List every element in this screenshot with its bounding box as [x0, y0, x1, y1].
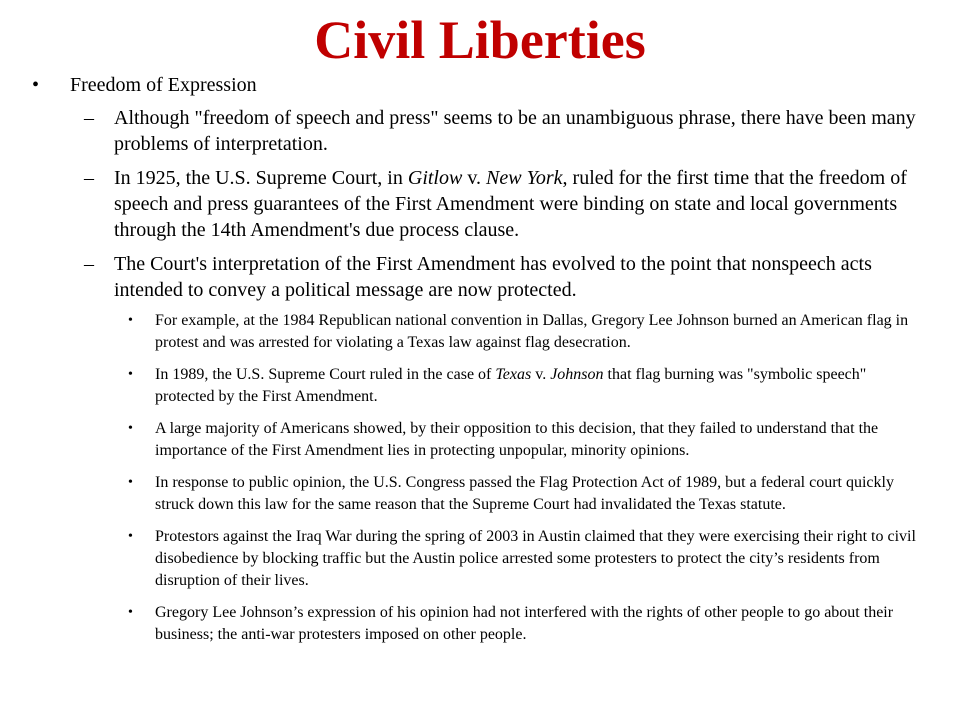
text-run: that flag burning was "symbolic speech" protected by the First Amendment. — [155, 366, 867, 405]
subpoint-text — [155, 420, 878, 459]
bullet-marker: • — [128, 529, 133, 544]
dash-marker: – — [84, 107, 94, 129]
text-run: In 1925, the U.S. Supreme Court, in — [114, 167, 408, 189]
bullet-marker: • — [32, 74, 40, 96]
subpoint-text — [155, 528, 916, 589]
text-run: Protestors against the Iraq War during the spring of 2003 in Austin claimed that they were exercising their right to civil disobedience by blocking traffic but the Austin police arrested some protesters to protect the city’s residents from disruption of their lives. — [155, 528, 916, 589]
text-run: In response to public opinion, the U.S. Congress passed the Flag Protection Act of 1989, but a federal court quickly struck down this law for the same reason that the Supreme Court had invalidated the Texas statute. — [155, 474, 894, 513]
text-run: A large majority of Americans showed, by their opposition to this decision, that they failed to understand that the importance of the First Amendment lies in protecting unpopular, minority opinions. — [155, 420, 879, 459]
text-run: Gregory Lee Johnson’s expression of his opinion had not interfered with the rights of other people to go about their business; the anti-war protesters imposed on other people. — [155, 604, 894, 643]
point-item — [0, 251, 960, 303]
content — [0, 73, 960, 646]
bullet-marker: • — [128, 475, 133, 490]
slide-title: Civil Liberties — [314, 10, 646, 70]
text-run: The Court's interpretation of the First Amendment has evolved to the point that nonspeech acts intended to convey a political message are now protected. — [114, 253, 872, 301]
subpoint-item — [0, 310, 960, 354]
subpoints-list — [0, 310, 960, 646]
subpoint-item — [0, 602, 960, 646]
point-item — [0, 165, 960, 243]
text-run: In 1989, the U.S. Supreme Court ruled in the case of — [155, 366, 496, 383]
subpoint-item — [0, 364, 960, 408]
dash-marker: – — [84, 167, 94, 189]
italic-text-run: Gitlow — [407, 167, 463, 189]
subpoint-text — [155, 312, 908, 351]
subpoint-item — [0, 526, 960, 592]
point-text — [114, 107, 916, 155]
subpoint-text — [155, 604, 893, 643]
subpoint-item — [0, 472, 960, 516]
point-text — [114, 253, 872, 301]
text-run: v. — [462, 167, 487, 189]
text-run: , ruled for the first time that the freedom of speech and press guarantees of the First Amendment were binding on state and local governments through the 14th Amendment's due process clause. — [114, 167, 907, 241]
subpoint-text — [155, 366, 866, 405]
bullet-marker: • — [128, 421, 133, 436]
point-item — [0, 105, 960, 157]
heading-item — [0, 73, 960, 97]
point-text — [114, 167, 907, 241]
bullet-marker: • — [128, 605, 133, 620]
text-run: For example, at the 1984 Republican national convention in Dallas, Gregory Lee Johnson burned an American flag in protest and was arrested for violating a Texas law against flag desecration. — [155, 312, 909, 351]
bullet-marker: • — [128, 313, 133, 328]
text-run: v. — [531, 366, 551, 383]
subpoint-text — [155, 474, 894, 513]
italic-text-run: New York — [486, 167, 563, 189]
dash-marker: – — [84, 253, 94, 275]
italic-text-run: Johnson — [550, 366, 604, 383]
subpoint-item — [0, 418, 960, 462]
bullet-marker: • — [128, 367, 133, 382]
heading-text: Freedom of Expression — [70, 74, 257, 96]
points-list — [0, 105, 960, 303]
italic-text-run: Texas — [495, 366, 532, 383]
text-run: Although "freedom of speech and press" seems to be an unambiguous phrase, there have been many problems of interpretation. — [114, 107, 916, 155]
